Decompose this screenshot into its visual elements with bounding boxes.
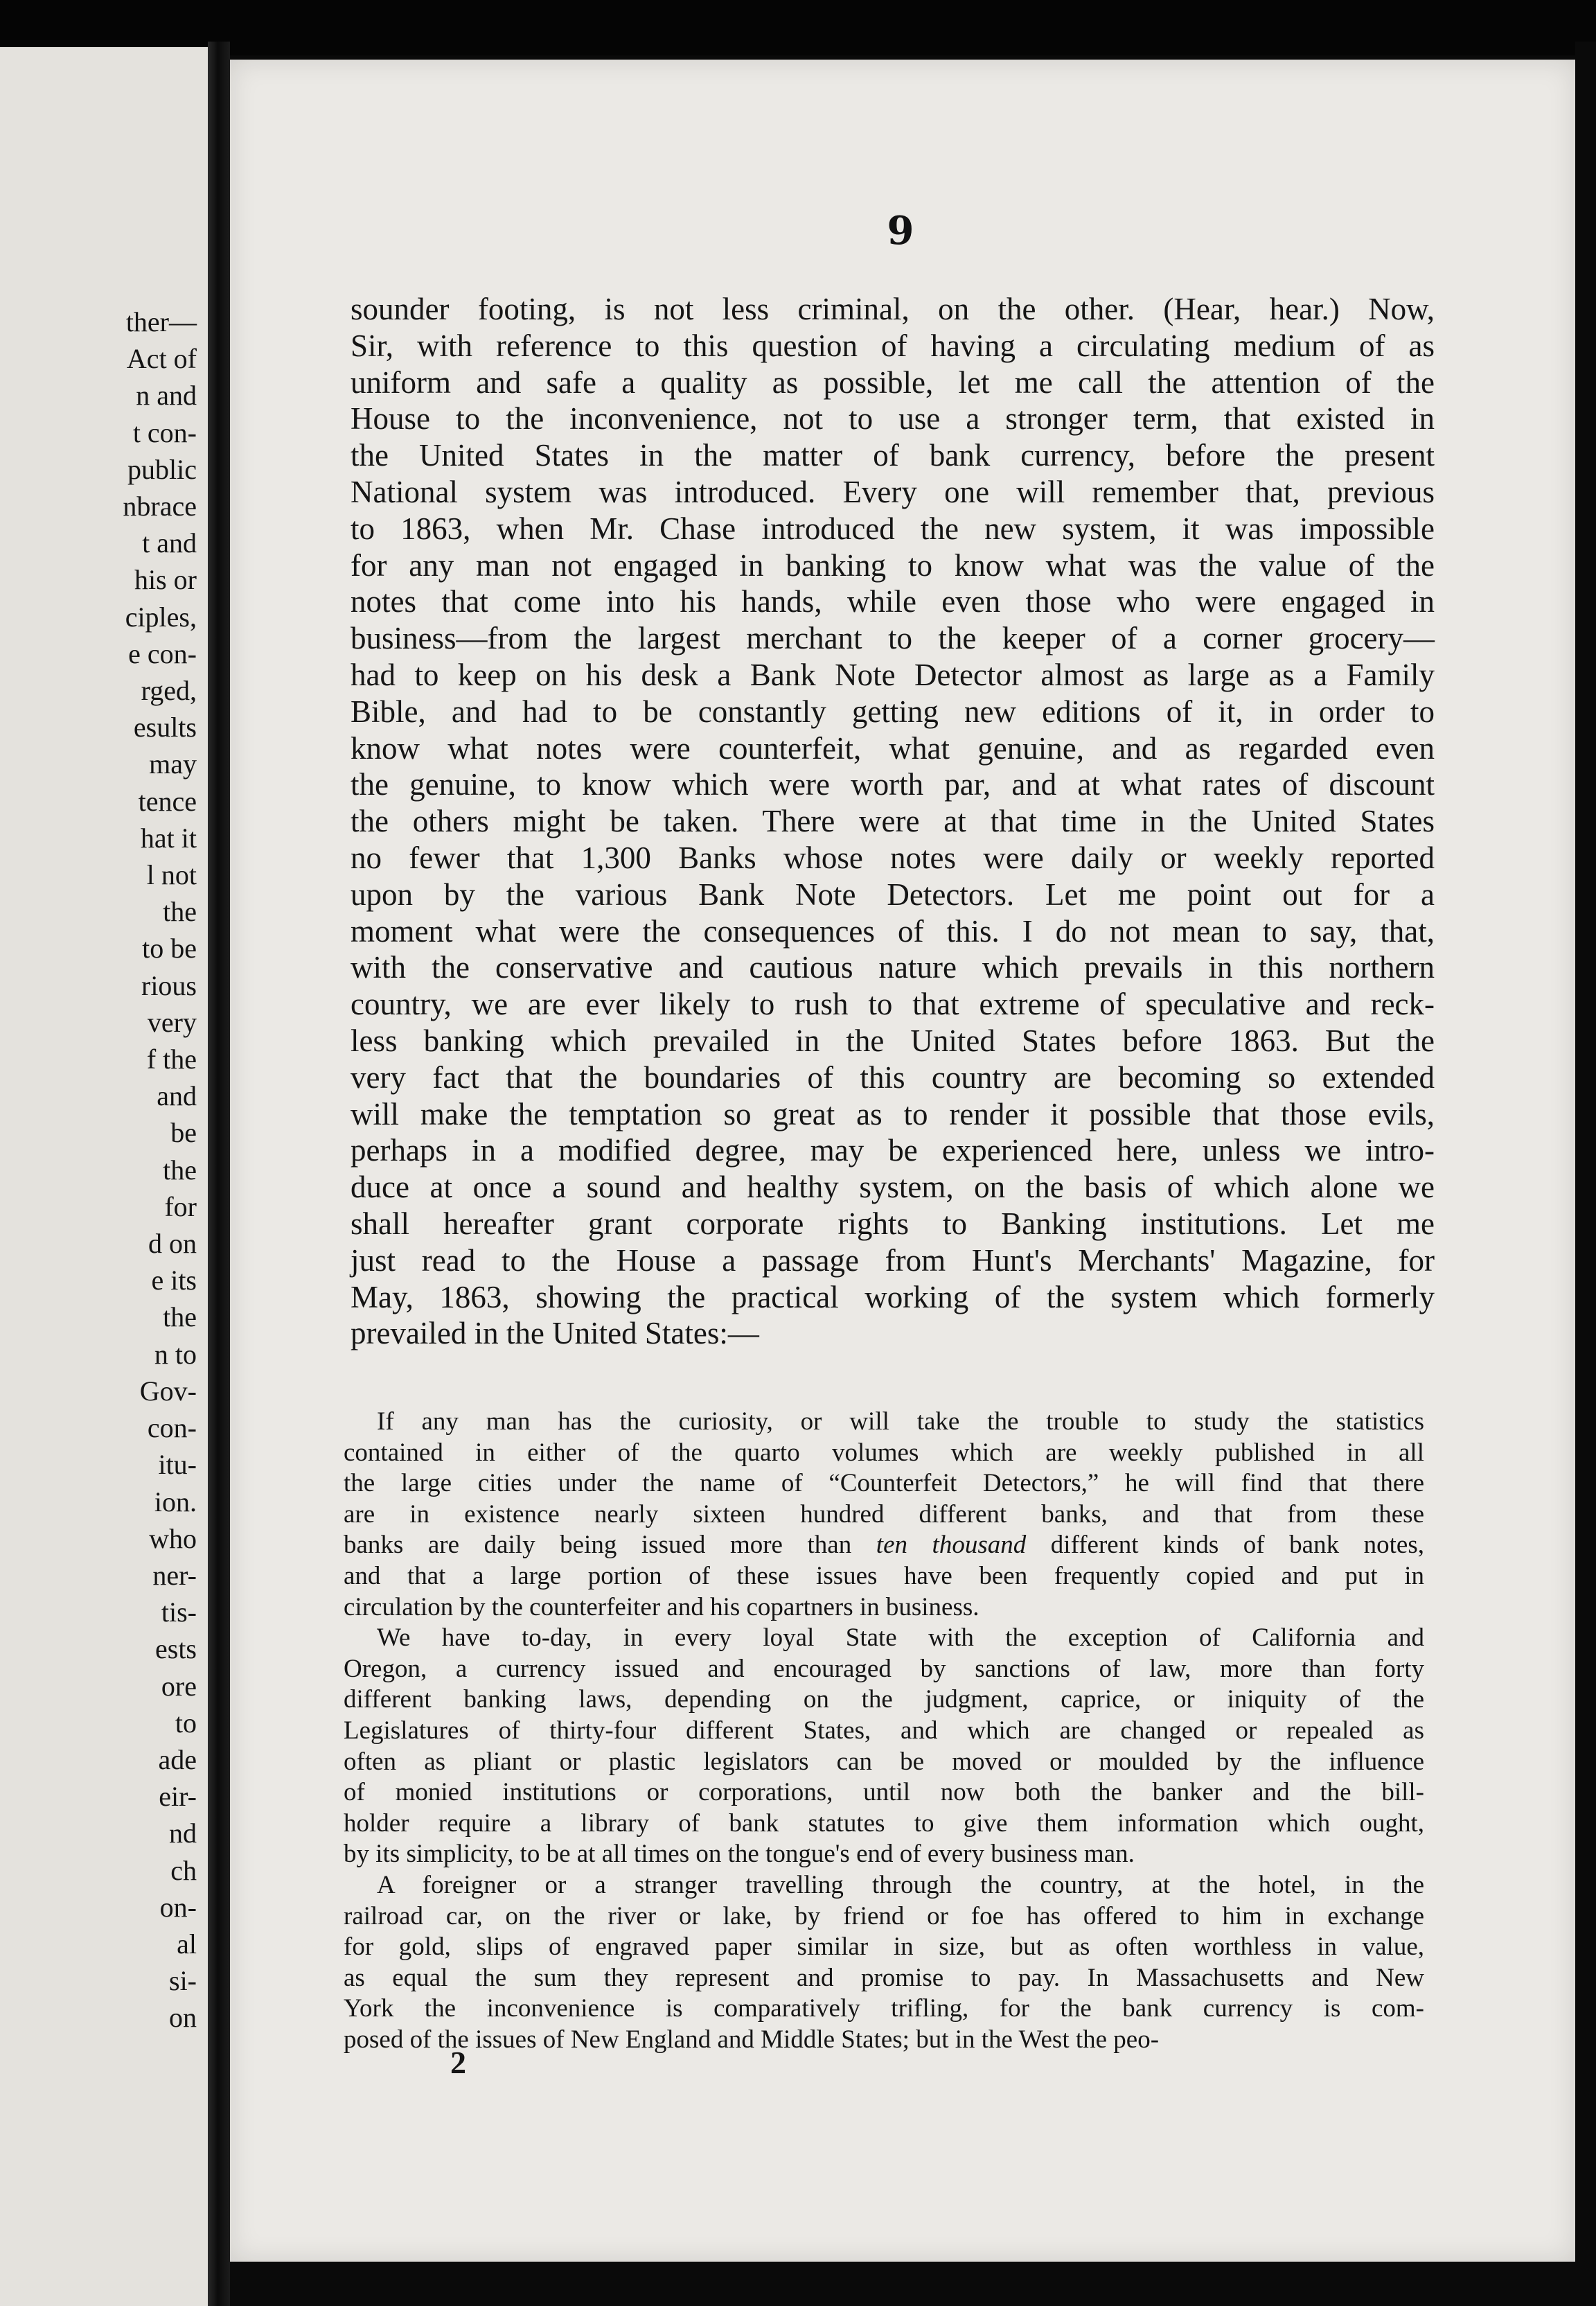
previous-page-line: e con- (128, 637, 197, 669)
body-line: country, we are ever likely to rush to that extreme of speculative and reck- (351, 987, 1435, 1022)
previous-page-line: ner- (152, 1559, 197, 1591)
previous-page-line: nbrace (123, 491, 197, 522)
body-line: notes that come into his hands, while even those who were engaged in (351, 584, 1435, 619)
previous-page-edge (0, 47, 208, 2306)
previous-page-line: con- (147, 1412, 197, 1444)
quote-line: Oregon, a currency issued and encouraged by sanctions of law, more than forty (344, 1654, 1424, 1683)
quote-line: the large cities under the name of “Counterfeit Detectors,” he will find that there (344, 1469, 1424, 1498)
previous-page-line: on (169, 2002, 197, 2034)
block-quote (344, 1407, 1424, 2055)
body-line: uniform and safe a quality as possible, let me call the attention of the (351, 364, 1435, 400)
previous-page-line: f the (146, 1044, 197, 1075)
previous-page-line: al (177, 1928, 197, 1960)
body-line: no fewer that 1,300 Banks whose notes were daily or weekly reported (351, 840, 1435, 875)
previous-page-line: n and (136, 380, 197, 412)
scan-right-border (1575, 42, 1596, 2306)
body-line: to 1863, when Mr. Chase introduced the new system, it was impossible (351, 511, 1435, 546)
previous-page-line: for (164, 1190, 197, 1222)
quote-line: If any man has the curiosity, or will take the trouble to study the statistics (377, 1407, 1424, 1436)
body-line: the United States in the matter of bank currency, before the present (351, 438, 1435, 473)
body-line: National system was introduced. Every one will remember that, previous (351, 474, 1435, 509)
previous-page-line: public (127, 453, 197, 485)
body-line: with the conservative and cautious nature which prevails in this northern (351, 950, 1435, 985)
previous-page-line: tis- (161, 1596, 197, 1628)
previous-page-line: ther— (125, 306, 197, 337)
body-line: had to keep on his desk a Bank Note Detector almost as large as a Family (351, 657, 1435, 692)
quote-line: for gold, slips of engraved paper similar in size, but as often worthless in value, (344, 1933, 1424, 1962)
quote-line: We have to-day, in every loyal State with the exception of California and (377, 1623, 1424, 1653)
quote-line: contained in either of the quarto volumes which are weekly published in all (344, 1438, 1424, 1467)
previous-page-line: d on (148, 1228, 197, 1260)
page-number: 9 (887, 208, 914, 254)
previous-page-line: ciples, (125, 601, 197, 633)
quote-line: and that a large portion of these issues have been frequently copied and put in (344, 1561, 1424, 1590)
body-line: business—from the largest merchant to the keeper of a corner grocery— (351, 621, 1435, 656)
body-line: duce at once a sound and healthy system, on the basis of which alone we (351, 1170, 1435, 1205)
body-line: the others might be taken. There were at that time in the United States (351, 804, 1435, 839)
quote-line: railroad car, on the river or lake, by friend or foe has offered to him in exchange (344, 1901, 1424, 1930)
body-paragraph (351, 291, 1435, 1352)
body-line: less banking which prevailed in the United States before 1863. But the (351, 1023, 1435, 1058)
quote-line: as equal the sum they represent and promise to pay. In Massachusetts and New (344, 1963, 1424, 1992)
body-line: moment what were the consequences of this. I do not mean to say, that, (351, 913, 1435, 949)
quote-line: posed of the issues of New England and Middle States; but in the West the peo- (344, 2025, 1160, 2054)
body-line: the genuine, to know which were worth par, and at what rates of discount (351, 767, 1435, 802)
previous-page-line: the (163, 1154, 197, 1186)
previous-page-line: hat it (140, 822, 197, 854)
previous-page-line: very (147, 1006, 197, 1038)
previous-page-line: Act of (126, 343, 197, 375)
quote-line: of monied institutions or corporations, until now both the banker and the bill- (344, 1778, 1424, 1807)
previous-page-line: rious (141, 969, 197, 1001)
previous-page-line: be (170, 1117, 197, 1149)
previous-page-line: esults (133, 712, 197, 743)
previous-page-line: Gov- (139, 1375, 197, 1407)
quote-line: banks are daily being issued more than ten thousand different kinds of bank notes, (344, 1531, 1424, 1560)
quote-line: often as pliant or plastic legislators can be moved or moulded by the influence (344, 1747, 1424, 1776)
previous-page-line: eir- (159, 1781, 197, 1813)
previous-page-line: ion. (154, 1486, 197, 1517)
body-line: know what notes were counterfeit, what genuine, and as regarded even (351, 730, 1435, 766)
book-gutter (208, 42, 230, 2306)
body-line: House to the inconvenience, not to use a stronger term, that existed in (351, 401, 1435, 437)
quote-line: are in existence nearly sixteen hundred different banks, and that from these (344, 1499, 1424, 1529)
previous-page-line: l not (146, 859, 197, 891)
previous-page-line: itu- (158, 1449, 197, 1481)
previous-page-line: tence (138, 785, 197, 817)
body-line: will make the temptation so great as to render it possible that those evils, (351, 1096, 1435, 1132)
quote-line: A foreigner or a stranger travelling through the country, at the hotel, in the (377, 1870, 1424, 1899)
body-line: prevailed in the United States:— (351, 1316, 759, 1351)
body-line: Sir, with reference to this question of having a circulating medium of as (351, 328, 1435, 363)
previous-page-line: e its (151, 1265, 197, 1296)
previous-page-line: nd (169, 1817, 197, 1849)
body-line: just read to the House a passage from Hunt's Merchants' Magazine, for (351, 1242, 1435, 1278)
body-line: sounder footing, is not less criminal, on the other. (Hear, hear.) Now, (351, 292, 1435, 326)
previous-page-line: ch (170, 1854, 197, 1886)
previous-page-line: to be (142, 933, 197, 965)
previous-page-line: may (149, 748, 197, 780)
previous-page-line: n to (154, 1338, 197, 1370)
body-line: perhaps in a modified degree, may be experienced here, unless we intro- (351, 1133, 1435, 1168)
body-line: upon by the various Bank Note Detectors. Let me point out for a (351, 877, 1435, 912)
quote-line: holder require a library of bank statutes to give them information which ought, (344, 1808, 1424, 1838)
body-line: Bible, and had to be constantly getting new editions of it, in order to (351, 694, 1435, 729)
previous-page-line: on- (159, 1891, 197, 1923)
previous-page-text-fragments (0, 303, 208, 2036)
signature-mark: 2 (450, 2045, 466, 2080)
body-line: shall hereafter grant corporate rights to Banking institutions. Let me (351, 1206, 1435, 1241)
previous-page-line: si- (169, 1965, 197, 1997)
quote-line: circulation by the counterfeiter and his copartners in business. (344, 1592, 979, 1621)
previous-page-line: ore (161, 1670, 197, 1702)
body-line: very fact that the boundaries of this country are becoming so extended (351, 1059, 1435, 1095)
quote-line: York the inconvenience is comparatively trifling, for the bank currency is com- (344, 1994, 1424, 2023)
previous-page-line: and (157, 1080, 197, 1112)
previous-page-line: rged, (141, 675, 197, 707)
previous-page-line: ests (155, 1633, 197, 1665)
previous-page-line: to (175, 1707, 197, 1739)
quote-line: Legislatures of thirty-four different States, and which are changed or repealed as (344, 1716, 1424, 1745)
quote-line: different banking laws, depending on the judgment, caprice, or iniquity of the (344, 1685, 1424, 1714)
previous-page-line: his or (134, 564, 197, 596)
body-line: for any man not engaged in banking to know what was the value of the (351, 547, 1435, 583)
previous-page-line: the (163, 896, 197, 928)
body-line: May, 1863, showing the practical working of the system which formerly (351, 1279, 1435, 1314)
scan-top-border (0, 0, 1596, 55)
quote-line: by its simplicity, to be at all times on the tongue's end of every business man. (344, 1840, 1135, 1869)
previous-page-line: t con- (132, 416, 197, 448)
previous-page-line: t and (142, 527, 197, 559)
previous-page-line: who (149, 1522, 197, 1554)
previous-page-line: the (163, 1301, 197, 1333)
previous-page-line: ade (158, 1743, 197, 1775)
